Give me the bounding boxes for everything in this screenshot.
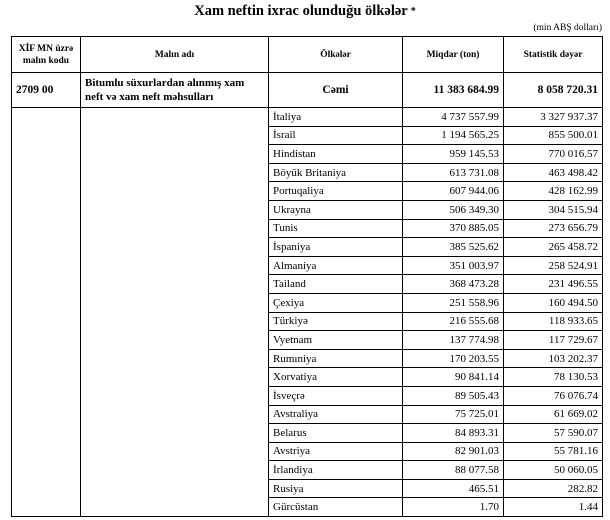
value-cell: 103 202.37 xyxy=(504,349,603,368)
value-cell: 118 933.65 xyxy=(504,312,603,331)
value-cell: 463 498.42 xyxy=(504,163,603,182)
country-cell: Almaniya xyxy=(269,256,403,275)
value-cell: 3 327 937.37 xyxy=(504,108,603,127)
quantity-cell: 170 203.55 xyxy=(403,349,504,368)
export-table xyxy=(11,36,603,517)
country-cell: Xorvatiya xyxy=(269,368,403,387)
quantity-cell: 251 558.96 xyxy=(403,293,504,312)
value-cell: 57 590.07 xyxy=(504,424,603,443)
total-label: Cəmi xyxy=(269,73,403,108)
country-cell: Vyetnam xyxy=(269,331,403,350)
title-footnote-mark: * xyxy=(410,6,416,17)
quantity-cell: 465.51 xyxy=(403,479,504,498)
country-cell: Gürcüstan xyxy=(269,498,403,517)
quantity-cell: 216 555.68 xyxy=(403,312,504,331)
unit-note: (min ABŞ dolları) xyxy=(533,23,602,33)
code-column-spacer xyxy=(12,108,81,517)
value-cell: 78 130.53 xyxy=(504,368,603,387)
value-cell: 428 162.99 xyxy=(504,182,603,201)
total-value: 8 058 720.31 xyxy=(504,73,603,108)
quantity-cell: 1 194 565.25 xyxy=(403,126,504,145)
country-cell: Türkiyə xyxy=(269,312,403,331)
value-cell: 231 496.55 xyxy=(504,275,603,294)
quantity-cell: 370 885.05 xyxy=(403,219,504,238)
quantity-cell: 84 893.31 xyxy=(403,424,504,443)
quantity-cell: 75 725.01 xyxy=(403,405,504,424)
quantity-cell: 959 145.53 xyxy=(403,145,504,164)
country-cell: Avstriya xyxy=(269,442,403,461)
value-cell: 770 016.57 xyxy=(504,145,603,164)
value-cell: 76 076.74 xyxy=(504,386,603,405)
name-column-spacer xyxy=(81,108,269,517)
quantity-cell: 607 944.06 xyxy=(403,182,504,201)
country-cell: Portuqaliya xyxy=(269,182,403,201)
quantity-cell: 90 841.14 xyxy=(403,368,504,387)
quantity-cell: 88 077.58 xyxy=(403,461,504,480)
quantity-cell: 4 737 557.99 xyxy=(403,108,504,127)
quantity-cell: 351 003.97 xyxy=(403,256,504,275)
country-cell: İsveçrə xyxy=(269,386,403,405)
title-text: Xam neftin ixrac olunduğu ölkələr xyxy=(194,3,408,19)
header-name: Malın adı xyxy=(81,37,269,73)
header-country: Ölkələr xyxy=(269,37,403,73)
quantity-cell: 82 901.03 xyxy=(403,442,504,461)
value-cell: 855 500.01 xyxy=(504,126,603,145)
value-cell: 273 656.79 xyxy=(504,219,603,238)
quantity-cell: 1.70 xyxy=(403,498,504,517)
country-cell: Ukrayna xyxy=(269,200,403,219)
value-cell: 160 494.50 xyxy=(504,293,603,312)
value-cell: 61 669.02 xyxy=(504,405,603,424)
table-row xyxy=(12,108,603,127)
header-row xyxy=(12,37,603,73)
header-quantity: Miqdar (ton) xyxy=(403,37,504,73)
quantity-cell: 137 774.98 xyxy=(403,331,504,350)
value-cell: 265 458.72 xyxy=(504,238,603,257)
country-cell: İtaliya xyxy=(269,108,403,127)
country-cell: Rusiya xyxy=(269,479,403,498)
country-cell: İsrail xyxy=(269,126,403,145)
quantity-cell: 385 525.62 xyxy=(403,238,504,257)
page-title xyxy=(0,3,610,20)
country-cell: Hindistan xyxy=(269,145,403,164)
quantity-cell: 368 473.28 xyxy=(403,275,504,294)
total-row xyxy=(12,73,603,108)
product-code: 2709 00 xyxy=(12,73,81,108)
country-cell: İspaniya xyxy=(269,238,403,257)
product-name: Bitumlu süxurlardan alınmış xam neft və xam neft məhsulları xyxy=(81,73,269,108)
country-cell: Çexiya xyxy=(269,293,403,312)
country-cell: Rumıniya xyxy=(269,349,403,368)
total-quantity: 11 383 684.99 xyxy=(403,73,504,108)
value-cell: 50 060.05 xyxy=(504,461,603,480)
quantity-cell: 613 731.08 xyxy=(403,163,504,182)
country-cell: Tunis xyxy=(269,219,403,238)
country-cell: Böyük Britaniya xyxy=(269,163,403,182)
quantity-cell: 506 349.30 xyxy=(403,200,504,219)
value-cell: 1.44 xyxy=(504,498,603,517)
country-cell: Belarus xyxy=(269,424,403,443)
value-cell: 282.82 xyxy=(504,479,603,498)
value-cell: 258 524.91 xyxy=(504,256,603,275)
country-cell: Tailand xyxy=(269,275,403,294)
country-cell: İrlandiya xyxy=(269,461,403,480)
value-cell: 304 515.94 xyxy=(504,200,603,219)
value-cell: 117 729.67 xyxy=(504,331,603,350)
header-value: Statistik dəyər xyxy=(504,37,603,73)
value-cell: 55 781.16 xyxy=(504,442,603,461)
quantity-cell: 89 505.43 xyxy=(403,386,504,405)
header-code: XİF MN üzrə malın kodu xyxy=(12,37,81,73)
country-cell: Avstraliya xyxy=(269,405,403,424)
